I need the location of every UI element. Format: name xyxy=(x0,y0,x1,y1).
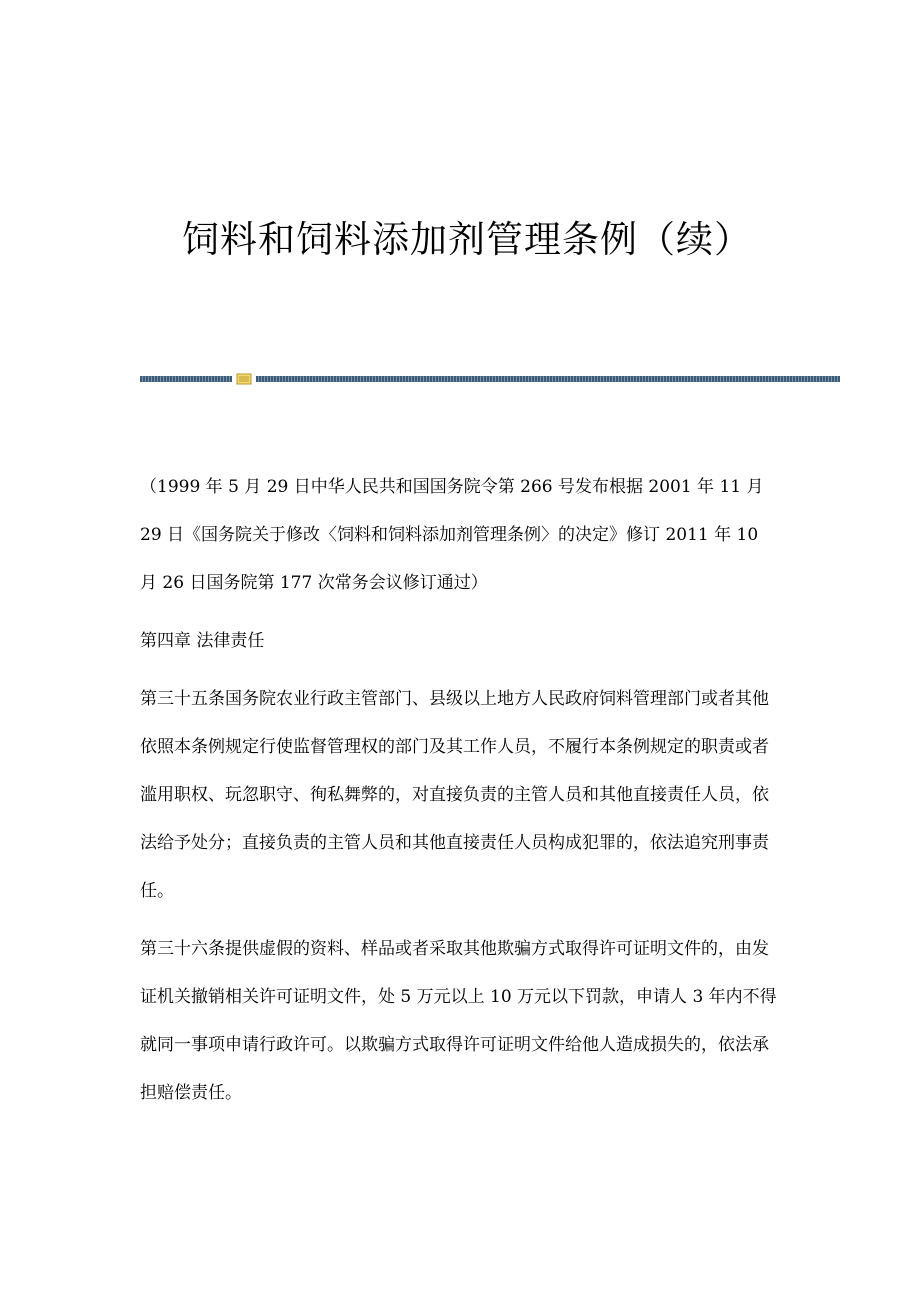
article-35: 第三十五条国务院农业行政主管部门、县级以上地方人民政府饲料管理部门或者其他依照本条例规定行使监督管理权的部门及其工作人员，不履行本条例规定的职责或者滥用职权、玩忽职守、徇私舞弊的，对直接负责的主管人员和其他直接责任人员，依法给予处分；直接负责的主管人员和其他直接责任人员构成犯罪的，依法追究刑事责任。 xyxy=(140,689,769,901)
title-divider xyxy=(140,373,840,385)
promulgation-note: （1999 年 5 月 29 日中华人民共和国国务院令第 266 号发布根据 2001 年 11 月 29 日《国务院关于修改〈饲料和饲料添加剂管理条例〉的决定》修订 2011 年 10 月 26 日国务院第 177 次常务会议修订通过） xyxy=(140,477,764,593)
page-title: 饲料和饲料添加剂管理条例（续） xyxy=(182,218,752,261)
divider-ornament-icon xyxy=(236,373,252,385)
divider-bar-left xyxy=(140,376,232,382)
divider-bar-right xyxy=(256,376,840,382)
article-36: 第三十六条提供虚假的资料、样品或者采取其他欺骗方式取得许可证明文件的，由发证机关撤销相关许可证明文件，处 5 万元以上 10 万元以下罚款，申请人 3 年内不得就同一事项申请行政许可。以欺骗方式取得许可证明文件给他人造成损失的，依法承担赔偿责任。 xyxy=(140,939,777,1103)
document-body xyxy=(140,463,780,1127)
chapter-heading: 第四章 法律责任 xyxy=(140,631,265,651)
